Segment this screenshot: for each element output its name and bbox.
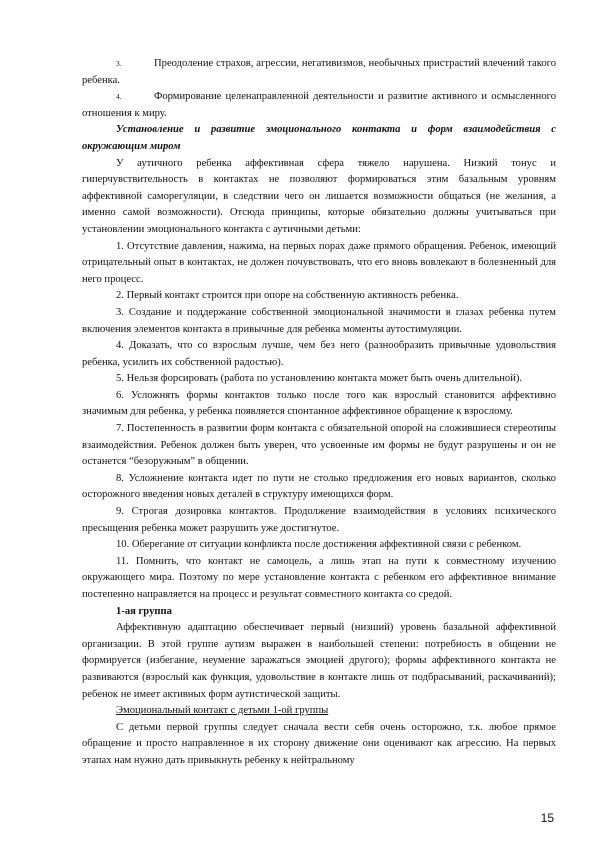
list-item: [82, 89, 556, 122]
document-body: [82, 56, 556, 770]
principle-item: 3. Создание и поддержание собственной эмоциональной значимости в глазах ребенка путем включения элементов контакта в привычные для ребенка моменты аутостимуляции.: [82, 306, 556, 335]
principle-item: 8. Усложнение контакта идет по пути не столько предложения его новых вариантов, сколько осторожного введения новых деталей в структуру имеющихся форм.: [82, 472, 556, 501]
principle-item: 4. Доказать, что со взрослым лучше, чем без него (разнообразить привычные удовольствия ребенка, усилить их собственной радостью).: [82, 340, 556, 368]
principle-item: 7. Постепенность в развитии форм контакта с обязательной опорой на сложившиеся стереотипы взаимодействия. Ребенок должен быть уверен, что усвоенные им формы не будут разрушены и он не останется “безоружным” в общении.: [82, 423, 556, 468]
final-paragraph: С детьми первой группы следует сначала вести себя очень осторожно, т.к. любое прямое обращение и просто направленное в их сторону движение они оценивают как агрессию. На первых этапах нам нужно дать привыкнуть ребенку к нейтральному: [82, 721, 556, 766]
list-item-text: Формирование целенаправленной деятельности и развитие активного и осмысленного отношения к миру.: [82, 91, 556, 119]
principle-item: 9. Строгая дозировка контактов. Продолжение взаимодействия в условиях психического пресыщения ребенка может разрушить уже достигнутое.: [82, 506, 556, 534]
principle-item: 6. Усложнять формы контактов только после того как взрослый становится аффективно значимым для ребенка, у ребенка появляется спонтанное аффективное обращение к взрослому.: [82, 389, 556, 418]
section-heading: Установление и развитие эмоционального контакта и форм взаимодействия с окружающим миром: [82, 124, 556, 152]
page-number: 15: [540, 811, 554, 825]
principle-item: 2. Первый контакт строится при опоре на собственную активность ребенка.: [116, 290, 459, 302]
list-number: 3.: [116, 59, 122, 68]
intro-paragraph: У аутичного ребенка аффективная сфера тяжело нарушена. Низкий тонус и гиперчувствительность в контактах не позволяют формироваться этим базальным уровням аффективной саморегуляции, в следствии чего он лишается возможности общаться (не желания, а именно самой возможности). Отсюда принципы, которые обязательно должны учитываться при установлении эмоционального контакта с аутичными детьми:: [82, 157, 556, 235]
list-item: [82, 56, 556, 89]
list-number: 4.: [116, 92, 122, 102]
group-paragraph: Аффективную адаптацию обеспечивает первый (низший) уровень базальной аффективной организации. В этой группе аутизм выражен в наибольшей степени: потребность в общении не формируется (избегание, неумение заражаться эмоцией другого); формы аффективного контакта не развиваются (взрослый как функция, удовольствие в контакте лишь от подбрасываний, раскачиваний); ребенок не имеет активных форм аутистической защиты.: [82, 622, 556, 700]
principle-item: 1. Отсутствие давления, нажима, на первых порах даже прямого обращения. Ребенок, имеющий отрицательный опыт в контактах, не должен почувствовать, что его вновь вовлекают в болезненный для него процесс.: [82, 240, 556, 285]
principle-item: 11. Помнить, что контакт не самоцель, а лишь этап на пути к совместному изучению окружающего мира. Поэтому по мере установление контакта с ребенком его аффективное внимание постепенно направляется на процесс и результат совместного контакта со средой.: [82, 555, 556, 600]
principle-item: 5. Нельзя форсировать (работа по установлению контакта может быть очень длительной).: [116, 373, 523, 385]
subheading: Эмоциональный контакт с детьми 1-ой группы: [116, 705, 329, 717]
list-item-text: Преодоление страхов, агрессии, негативизмов, необычных пристрастий влечений такого ребенка.: [82, 58, 556, 86]
group-heading: 1-ая группа: [116, 605, 172, 617]
principle-item: 10. Оберегание от ситуации конфликта после достижения аффективной связи с ребенком.: [116, 539, 522, 551]
